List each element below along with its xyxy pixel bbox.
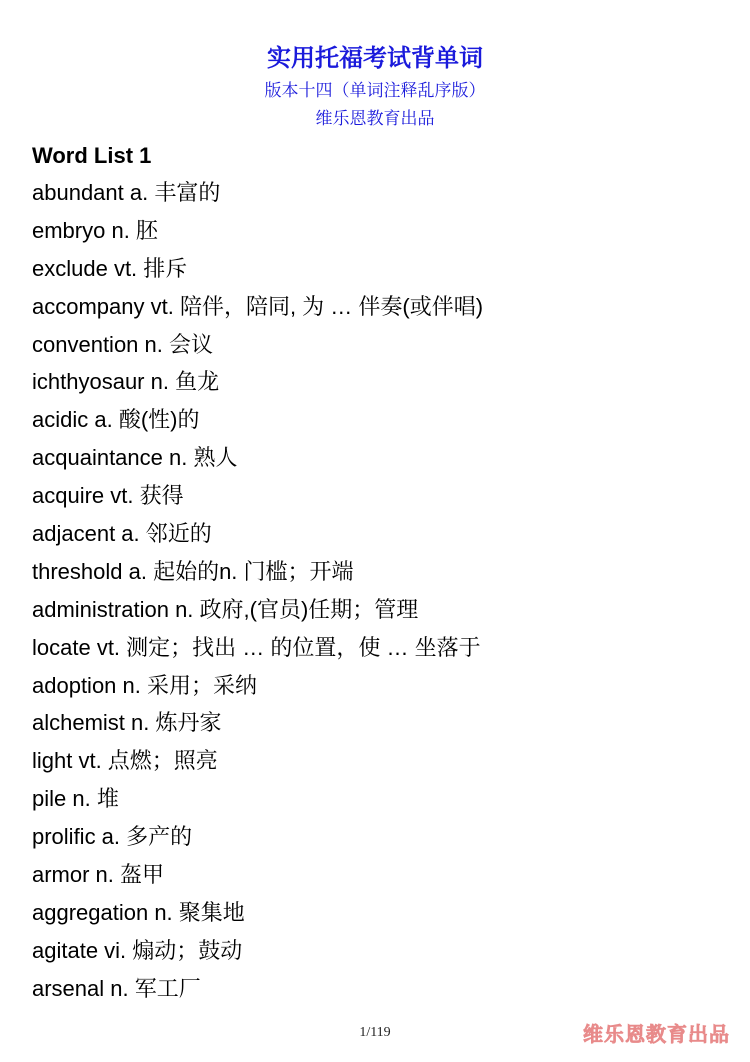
word-entry: prolific a. 多产的 [32,824,193,850]
word-entry: convention n. 会议 [32,331,213,357]
word-entry: light vt. 点燃；照亮 [32,748,218,774]
word-entry: acquaintance n. 熟人 [32,445,238,471]
document-subtitle: 版本十四（单词注释乱序版） [264,81,486,101]
word-entry: administration n. 政府,(官员)任期；管理 [32,596,419,622]
word-entry: armor n. 盔甲 [32,862,165,888]
word-entry: aggregation n. 聚集地 [32,899,245,925]
document-publisher: 维乐恩教育出品 [315,109,435,129]
word-entry: abundant a. 丰富的 [32,180,221,205]
word-entry: alchemist n. 炼丹家 [32,710,222,736]
word-entry: pile n. 堆 [32,786,119,812]
word-list-heading: Word List 1 [32,143,152,168]
word-entry: ichthyosaur n. 鱼龙 [32,369,220,395]
word-entry: adjacent a. 邻近的 [32,521,212,547]
word-entry: acquire vt. 获得 [32,483,184,509]
word-list [32,174,483,1008]
page-number: 1/119 [359,1025,391,1040]
word-entry: embryo n. 胚 [32,217,158,243]
watermark-logo: 维乐恩教育出品 [583,1022,730,1046]
word-entry: agitate vi. 煽动；鼓动 [32,937,243,963]
word-entry: exclude vt. 排斥 [32,255,188,281]
word-entry: locate vt. 测定；找出 … 的位置，使 … 坐落于 [32,634,481,660]
word-entry: adoption n. 采用；采纳 [32,672,257,698]
word-entry: threshold a. 起始的n. 门槛；开端 [32,558,354,584]
word-entry: arsenal n. 军工厂 [32,975,201,1001]
document-title: 实用托福考试背单词 [267,44,483,72]
word-entry: accompany vt. 陪伴，陪同, 为 … 伴奏(或伴唱) [32,293,484,319]
word-entry: acidic a. 酸(性)的 [32,407,200,433]
